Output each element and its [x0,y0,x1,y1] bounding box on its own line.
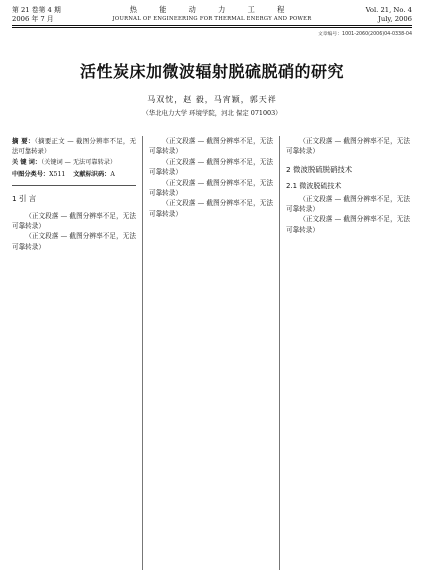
body-paragraph: （正文段落 — 截图分辨率不足，无法可靠转录） [12,232,136,251]
volume-issue-en: Vol. 21, No. 4 [365,6,412,14]
doc-code-value: A [110,170,115,178]
keywords-text: （关键词 — 无法可靠转录） [41,159,117,166]
running-header [12,6,412,23]
abstract [12,136,136,156]
journal-name-cn: 热 能 动 力 工 程 [129,5,295,14]
article-title: 活性炭床加微波辐射脱硫脱硝的研究 [79,62,344,82]
keywords-label: 关 键 词： [12,159,42,166]
abstract-divider [12,185,136,186]
body-paragraph: （正文段落 — 截图分辨率不足，无法可靠转录） [149,199,273,218]
author-affiliation: （华北电力大学 环境学院，河北 保定 071003） [142,109,282,118]
body-paragraph: （正文段落 — 截图分辨率不足，无法可靠转录） [286,137,410,156]
clc-label: 中图分类号： [12,170,50,178]
column-3 [286,136,410,570]
section-heading-2: 2 微波脱硫脱硝技术 [286,164,353,174]
issue-date: 2006 年 7 月 [12,14,54,23]
header-rule [12,25,412,28]
doc-code-label: 文献标识码： [73,170,111,178]
body-paragraph: （正文段落 — 截图分辨率不足，无法可靠转录） [286,194,410,214]
subsection-heading-2-1: 2.1 微波脱硫技术 [286,182,342,191]
body-paragraph: （正文段落 — 截图分辨率不足，无法可靠转录） [149,137,273,156]
journal-name [84,6,340,23]
abstract-label: 摘 要： [12,137,35,145]
issue-info-en [340,6,412,23]
column-rule [279,136,280,570]
body-paragraph: （正文段落 — 截图分辨率不足，无法可靠转录） [12,211,136,230]
volume-issue: 第 21 卷第 4 期 [12,6,61,14]
clc-value: X511 [49,170,66,178]
body-paragraph: （正文段落 — 截图分辨率不足，无法可靠转录） [149,157,273,177]
article-number: 文章编号：1001-2060(2006)04-0338-04 [318,32,412,38]
column-rule [142,136,143,570]
body-columns [12,136,412,570]
section-heading-intro: 1 引 言 [12,194,37,204]
clc-number [12,170,136,180]
issue-date-en: July, 2006 [378,14,412,23]
article-authors: 马双忱，赵 毅，马宵颖，郭天祥 [147,95,277,105]
issue-info [12,6,84,23]
column-1 [12,136,136,570]
body-paragraph: （正文段落 — 截图分辨率不足，无法可靠转录） [286,215,410,234]
column-2 [149,136,273,570]
journal-name-en: JOURNAL OF ENGINEERING FOR THERMAL ENERGY AND POWER [112,15,312,22]
keywords [12,158,136,168]
body-paragraph: （正文段落 — 截图分辨率不足，无法可靠转录） [149,178,273,198]
abstract-text: （摘要正文 — 截图分辨率不足，无法可靠转录） [12,137,136,155]
